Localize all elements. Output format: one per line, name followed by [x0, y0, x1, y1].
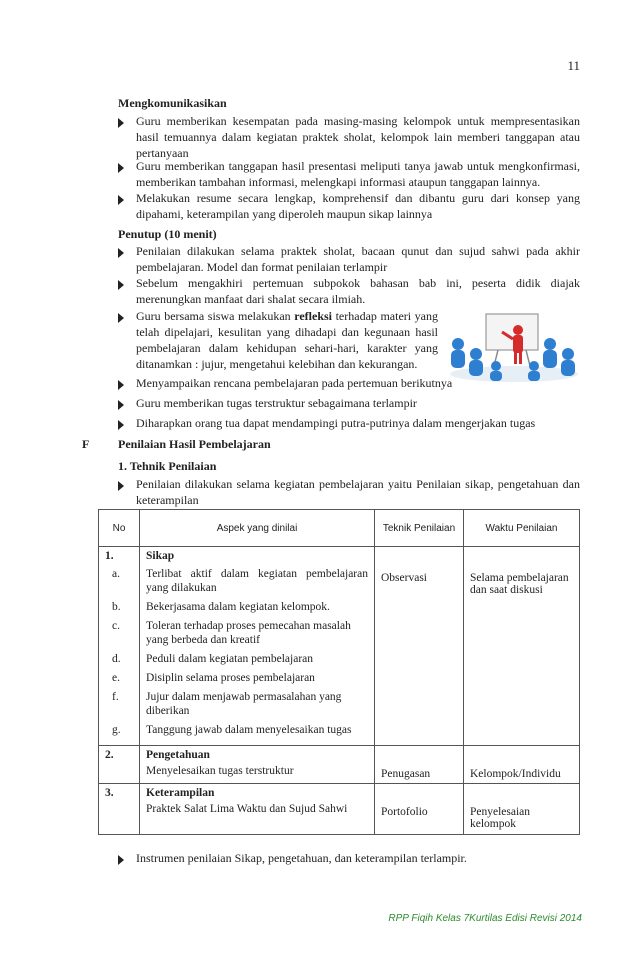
sikap-item-letter: e. [112, 672, 120, 684]
sikap-item-letter: a. [112, 568, 120, 580]
sikap-item-text: Toleran terhadap proses pemecahan masalah yang berbeda dan kreatif [146, 620, 351, 646]
sikap-item [112, 671, 368, 685]
list-item-refleksi [136, 308, 438, 372]
sikap-item-text: Bekerjasama dalam kegiatan kelompok. [146, 601, 330, 613]
list-item: Melakukan resume secara lengkap, komprehensif dan dibantu guru dari konsep yang dipahami, keterampilan yang diperoleh maupun sikap lainnya [136, 191, 580, 221]
subsection-title-tehnik: 1. Tehnik Penilaian [118, 459, 217, 473]
list-item: Penilaian dilakukan selama praktek sholat, bacaan qunut dan sujud sahwi pada akhir pembelajaran. Model dan format penilaian terlampir [136, 244, 580, 274]
header-no: No [99, 510, 140, 547]
bullet-icon [118, 855, 124, 865]
sikap-item-text: Jujur dalam menjawab permasalahan yang diberikan [146, 691, 342, 717]
page-number: 11 [567, 58, 580, 73]
bullet-icon [118, 118, 124, 128]
section-title-penilaian: Penilaian Hasil Pembelajaran [118, 437, 271, 451]
footer-text: RPP Fiqih Kelas 7Kurtilas Edisi Revisi 2014 [388, 913, 582, 924]
sikap-item-text: Disiplin selama proses pembelajaran [146, 672, 315, 684]
row-number: 2. [105, 749, 114, 761]
table-header-row [99, 510, 580, 547]
sikap-item [112, 690, 368, 718]
sikap-item-text: Peduli dalam kegiatan pembelajaran [146, 653, 314, 665]
sikap-item [112, 567, 368, 595]
bullet-icon [118, 195, 124, 205]
row-title-sikap: Sikap [146, 550, 175, 562]
pengetahuan-desc: Menyelesaikan tugas terstruktur [146, 765, 294, 777]
list-item: Guru memberikan tanggapan hasil presentasi meliputi tanya jawab untuk mengkonfirmasi, memberikan tambahan informasi, melengkapi informasi ataupun tanggapan lainnya. [136, 159, 580, 189]
table-row [99, 547, 580, 746]
table-row [99, 746, 580, 784]
list-item: Sebelum mengakhiri pertemuan subpokok bahasan bab ini, peserta didik diajak merenungkan manfaat dari shalat secara ilmiah. [136, 276, 580, 306]
list-item-instrumen: Instrumen penilaian Sikap, pengetahuan, dan keterampilan terlampir. [136, 851, 467, 865]
bullet-icon [118, 420, 124, 430]
sikap-item [112, 619, 368, 647]
row-title-pengetahuan: Pengetahuan [146, 749, 210, 761]
list-item: Guru memberikan tugas terstruktur sebagaimana terlampir [136, 396, 417, 410]
refleksi-pre: Guru bersama siswa melakukan [136, 309, 291, 323]
sikap-item-letter: g. [112, 724, 121, 736]
bullet-icon [118, 280, 124, 290]
pengetahuan-teknik: Penugasan [375, 746, 464, 784]
list-item: Guru memberikan kesempatan pada masing-masing kelompok untuk mempresentasikan hasil temuannya dalam kegiatan praktek sholat, kelompok lain memberi tanggapan atau pertanyaan [136, 114, 580, 160]
sikap-item [112, 600, 368, 614]
refleksi-bold: refleksi [294, 309, 333, 323]
sikap-item [112, 723, 368, 737]
row-number: 3. [105, 787, 114, 799]
sikap-item-text: Terlibat aktif dalam kegiatan pembelajaran yang dilakukan [146, 568, 368, 594]
sikap-item-text: Tanggung jawab dalam menyelesaikan tugas [146, 724, 352, 736]
sikap-item [112, 652, 368, 666]
keterampilan-waktu: Penyelesaian kelompok [464, 784, 580, 835]
header-waktu: Waktu Penilaian [464, 510, 580, 547]
assessment-table [98, 509, 580, 835]
bullet-icon [118, 481, 124, 491]
sikap-teknik: Observasi [375, 547, 464, 746]
bullet-icon [118, 248, 124, 258]
section-title-penutup: Penutup (10 menit) [118, 227, 217, 241]
section-letter: F [82, 437, 90, 451]
bullet-icon [118, 400, 124, 410]
list-item: Menyampaikan rencana pembelajaran pada pertemuan berikutnya [136, 376, 453, 390]
bullet-icon [118, 163, 124, 173]
section-title-mengkomunikasikan: Mengkomunikasikan [118, 96, 227, 110]
sikap-item-letter: f. [112, 691, 119, 703]
bullet-icon [118, 380, 124, 390]
header-aspek: Aspek yang dinilai [140, 510, 375, 547]
list-item: Penilaian dilakukan selama kegiatan pembelajaran yaitu Penilaian sikap, pengetahuan dan keterampilan [136, 477, 580, 507]
header-teknik: Teknik Penilaian [375, 510, 464, 547]
list-item: Diharapkan orang tua dapat mendampingi putra-putrinya dalam mengerjakan tugas [136, 416, 536, 430]
sikap-item-letter: b. [112, 601, 121, 613]
keterampilan-desc: Praktek Salat Lima Waktu dan Sujud Sahwi [146, 803, 348, 815]
table-row [99, 784, 580, 835]
row-title-keterampilan: Keterampilan [146, 787, 215, 799]
classroom-presentation-image [446, 308, 582, 382]
row-number: 1. [105, 550, 114, 562]
pengetahuan-waktu: Kelompok/Individu [464, 746, 580, 784]
sikap-item-letter: c. [112, 620, 120, 632]
bullet-icon [118, 313, 124, 323]
sikap-item-letter: d. [112, 653, 121, 665]
refleksi-post: terhadap materi yang telah dipelajari, kesulitan yang dihadapi dan kegunaan hasil pembelajaran dalam kehidupan sehari-hari, karakter yang ditanamkan : jujur, mengetahui kelebihan dan kekurangan. [136, 309, 439, 371]
sikap-waktu: Selama pembelajaran dan saat diskusi [464, 547, 580, 746]
keterampilan-teknik: Portofolio [375, 784, 464, 835]
